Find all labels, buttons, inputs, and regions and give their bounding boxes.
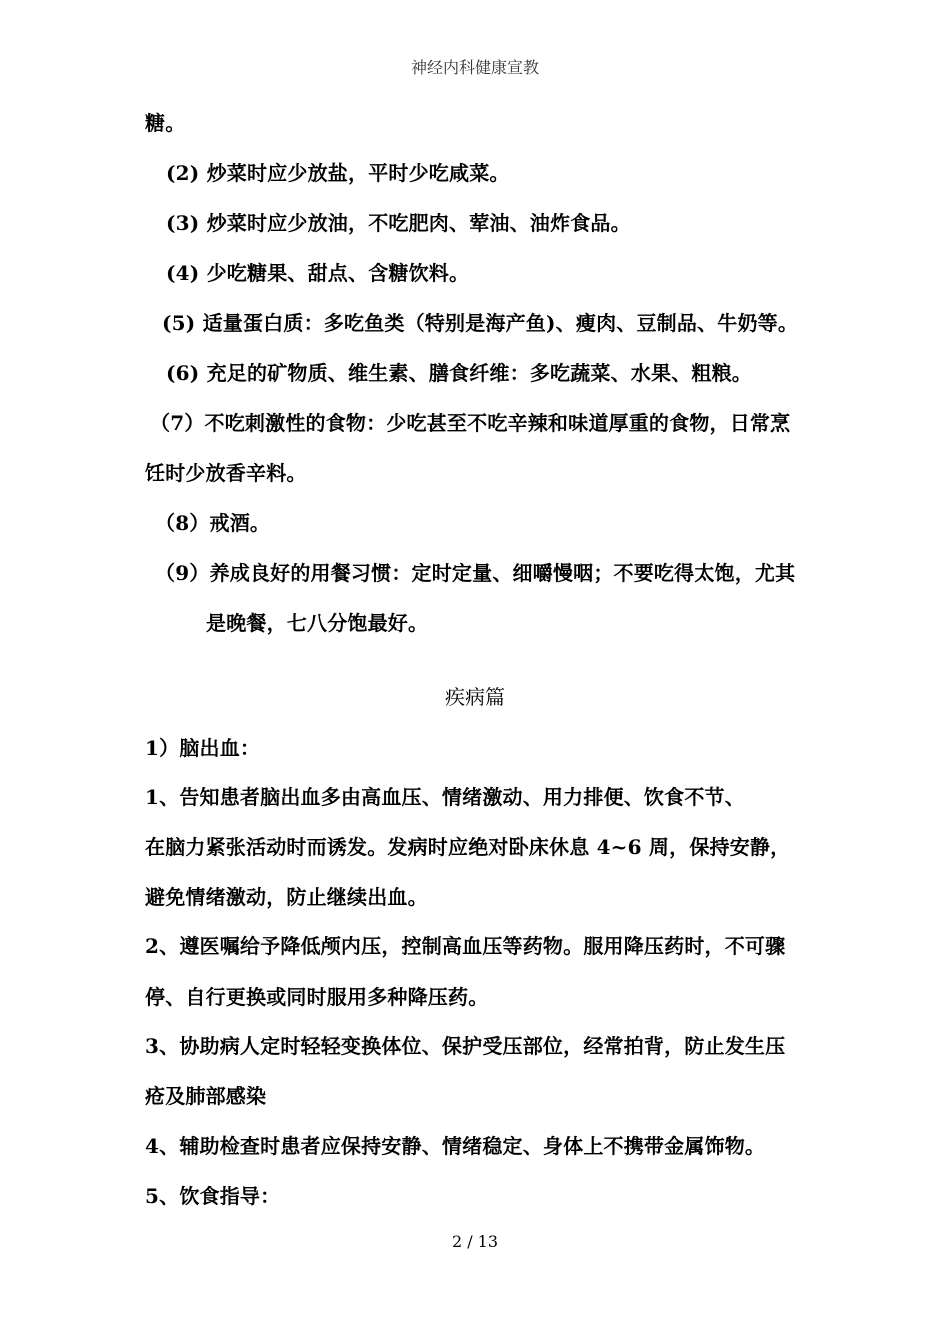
text-line: 糖。 bbox=[145, 111, 186, 135]
section-title: 疾病篇 bbox=[445, 685, 505, 709]
text-line: 2、遵医嘱给予降低颅内压，控制高血压等药物。服用降压药时，不可骤 bbox=[145, 934, 786, 958]
text-line: 5、饮食指导： bbox=[145, 1184, 281, 1208]
text-line: (3) 炒菜时应少放油，不吃肥肉、荤油、油炸食品。 bbox=[166, 211, 631, 235]
text-line: 1）脑出血： bbox=[145, 736, 261, 760]
text-line: (2) 炒菜时应少放盐，平时少吃咸菜。 bbox=[166, 161, 510, 185]
text-line: 饪时少放香辛料。 bbox=[145, 461, 307, 485]
page-header: 神经内科健康宣教 bbox=[410, 58, 539, 77]
page-number: 2 / 13 bbox=[451, 1232, 499, 1251]
text-line: 在脑力紧张活动时而诱发。发病时应绝对卧床休息 4~6 周，保持安静， bbox=[145, 835, 791, 859]
text-line: （7）不吃刺激性的食物：少吃甚至不吃辛辣和味道厚重的食物，日常烹 bbox=[150, 411, 791, 435]
text-line: 3、协助病人定时轻轻变换体位、保护受压部位，经常拍背，防止发生压 bbox=[145, 1034, 786, 1058]
text-line: (6) 充足的矿物质、维生素、膳食纤维：多吃蔬菜、水果、粗粮。 bbox=[166, 361, 753, 385]
text-line: 疮及肺部感染 bbox=[145, 1084, 267, 1108]
text-line: 停、自行更换或同时服用多种降压药。 bbox=[145, 985, 489, 1009]
text-line: （9）养成良好的用餐习惯：定时定量、细嚼慢咽；不要吃得太饱，尤其 bbox=[155, 561, 796, 585]
text-line: (4) 少吃糖果、甜点、含糖饮料。 bbox=[166, 261, 470, 285]
text-line: 1、告知患者脑出血多由高血压、情绪激动、用力排便、饮食不节、 bbox=[145, 785, 745, 809]
text-line: 避免情绪激动，防止继续出血。 bbox=[145, 885, 428, 909]
text-line: 4、辅助检查时患者应保持安静、情绪稳定、身体上不携带金属饰物。 bbox=[145, 1134, 766, 1158]
text-line: （8）戒酒。 bbox=[155, 511, 271, 535]
text-line: 是晚餐，七八分饱最好。 bbox=[206, 611, 429, 635]
text-line: (5) 适量蛋白质：多吃鱼类（特别是海产鱼)、瘦肉、豆制品、牛奶等。 bbox=[162, 311, 799, 335]
